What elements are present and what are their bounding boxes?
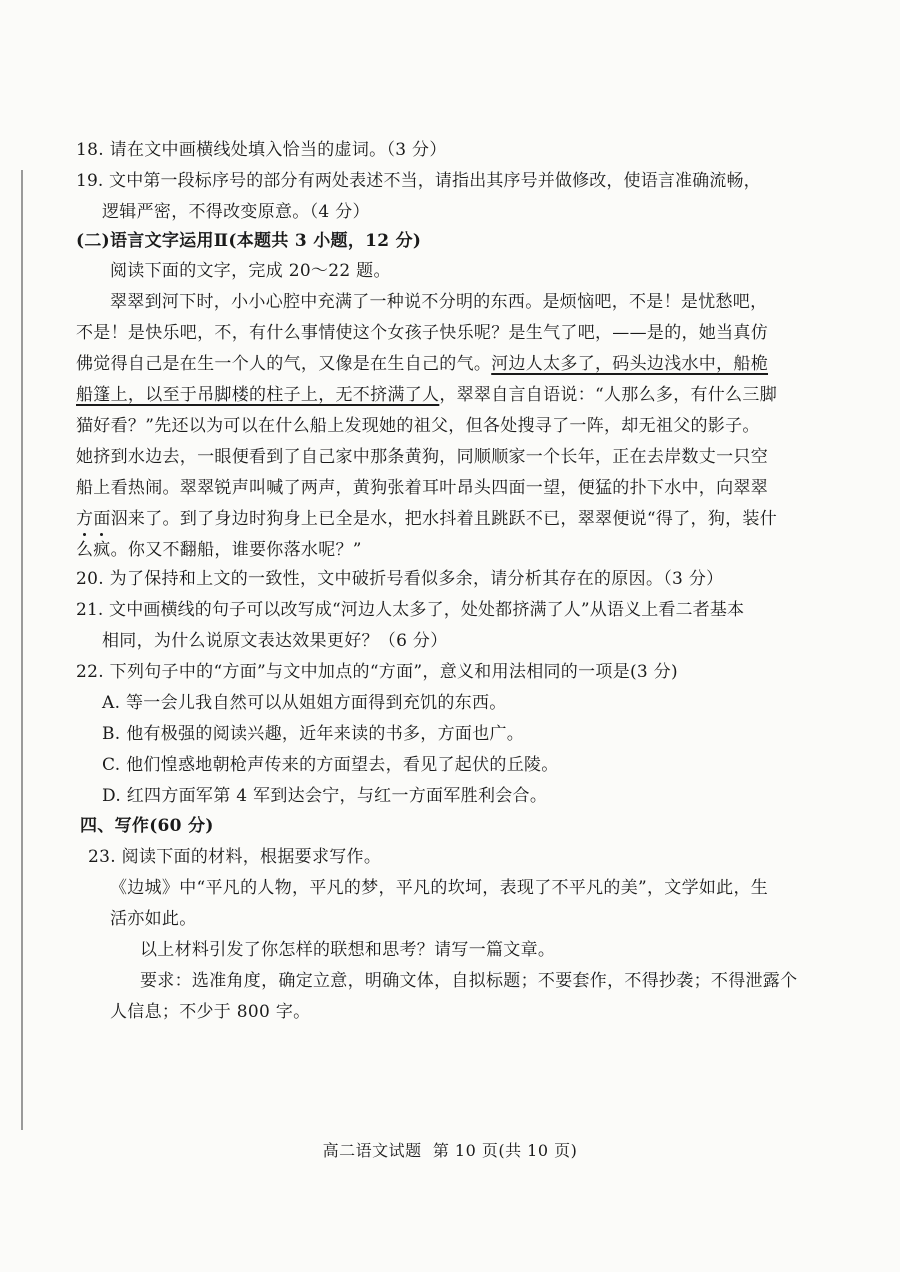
question-22-option-b: B. 他有极强的阅读兴趣，近年来读的书多，方面也广。 [102,724,525,744]
question-18: 18. 请在文中画横线处填入恰当的虚词。（3 分） [76,140,447,160]
passage-line-9: 么疯。你又不翻船，谁要你落水呢？” [76,540,362,560]
passage-line-4-text: ，翠翠自言自语说：“人那么多，有什么三脚 [439,385,778,405]
footer-subject: 高二语文试题 [322,1141,422,1160]
section-2-instruction: 阅读下面的文字，完成 20～22 题。 [110,261,391,281]
question-19-line-1: 19. 文中第一段标序号的部分有两处表述不当，请指出其序号并做修改，使语言准确流畅， [76,171,761,191]
writing-requirements-line-1: 要求：选准角度，确定立意，明确文体，自拟标题；不要套作，不得抄袭；不得泄露个 [140,971,798,991]
question-21-line-2: 相同，为什么说原文表达效果更好？（6 分） [102,631,448,651]
question-22-option-c: C. 他们惶惑地朝枪声传来的方面望去，看见了起伏的丘陵。 [102,755,559,775]
writing-prompt: 以上材料引发了你怎样的联想和思考？请写一篇文章。 [140,940,556,960]
question-22-option-a: A. 等一会儿我自然可以从姐姐方面得到充饥的东西。 [102,693,507,713]
underlined-sentence-part-1: 河边人太多了，码头边浅水中，船桅 [491,354,769,374]
writing-material-line-1: 《边城》中“平凡的人物，平凡的梦，平凡的坎坷，表现了不平凡的美”，文学如此，生 [110,878,769,898]
writing-material-line-2: 活亦如此。 [110,909,197,929]
passage-line-3 [76,353,768,375]
writing-requirements-line-2: 人信息；不少于 800 字。 [110,1002,311,1022]
passage-line-5: 猫好看？”先还以为可以在什么船上发现她的祖父，但各处搜寻了一阵，却无祖父的影子。 [76,416,760,436]
emphasis-dot-char-2: 面 [93,509,111,529]
passage-line-8 [76,508,777,530]
footer-page-number: 第 10 页(共 10 页) [432,1141,578,1160]
question-20: 20. 为了保持和上文的一致性，文中破折号看似多余，请分析其存在的原因。（3 分） [76,569,724,589]
passage-line-6: 她挤到水边去，一眼便看到了自己家中那条黄狗，同顺顺家一个长年，正在去岸数丈一只空 [76,447,768,467]
underlined-sentence-part-2: 船篷上，以至于吊脚楼的柱子上，无不挤满了人 [76,385,440,405]
emphasis-dot-char-1: 方 [76,509,94,529]
section-2-heading: (二)语言文字运用Ⅱ(本题共 3 小题，12 分) [76,231,422,251]
question-21-line-1: 21. 文中画横线的句子可以改写成“河边人太多了，处处都挤满了人”从语义上看二者基本 [76,600,745,620]
passage-line-8-text: 泅来了。到了身边时狗身上已全是水，把水抖着且跳跃不已，翠翠便说“得了，狗，装什 [110,509,778,529]
question-22: 22. 下列句子中的“方面”与文中加点的“方面”，意义和用法相同的一项是(3 分) [76,662,678,682]
passage-line-2: 不是！是快乐吧，不，有什么事情使这个女孩子快乐呢？是生气了吧，——是的，她当真仿 [76,323,768,343]
passage-line-1: 翠翠到河下时，小小心腔中充满了一种说不分明的东西。是烦恼吧，不是！是忧愁吧， [110,292,768,312]
dotted-word-fangmian [76,509,111,529]
page-footer [0,1138,900,1161]
question-19-line-2: 逻辑严密，不得改变原意。（4 分） [102,202,370,222]
passage-line-7: 船上看热闹。翠翠锐声叫喊了两声，黄狗张着耳叶昂头四面一望，便猛的扑下水中，向翠翠 [76,478,768,498]
passage-line-3-text: 佛觉得自己是在生一个人的气，又像是在生自己的气。 [76,354,492,374]
question-23: 23. 阅读下面的材料，根据要求写作。 [88,847,382,867]
passage-line-4 [76,384,777,406]
question-22-option-d: D. 红四方面军第 4 军到达会宁，与红一方面军胜利会合。 [102,786,548,806]
section-4-heading: 四、写作(60 分) [80,816,214,836]
